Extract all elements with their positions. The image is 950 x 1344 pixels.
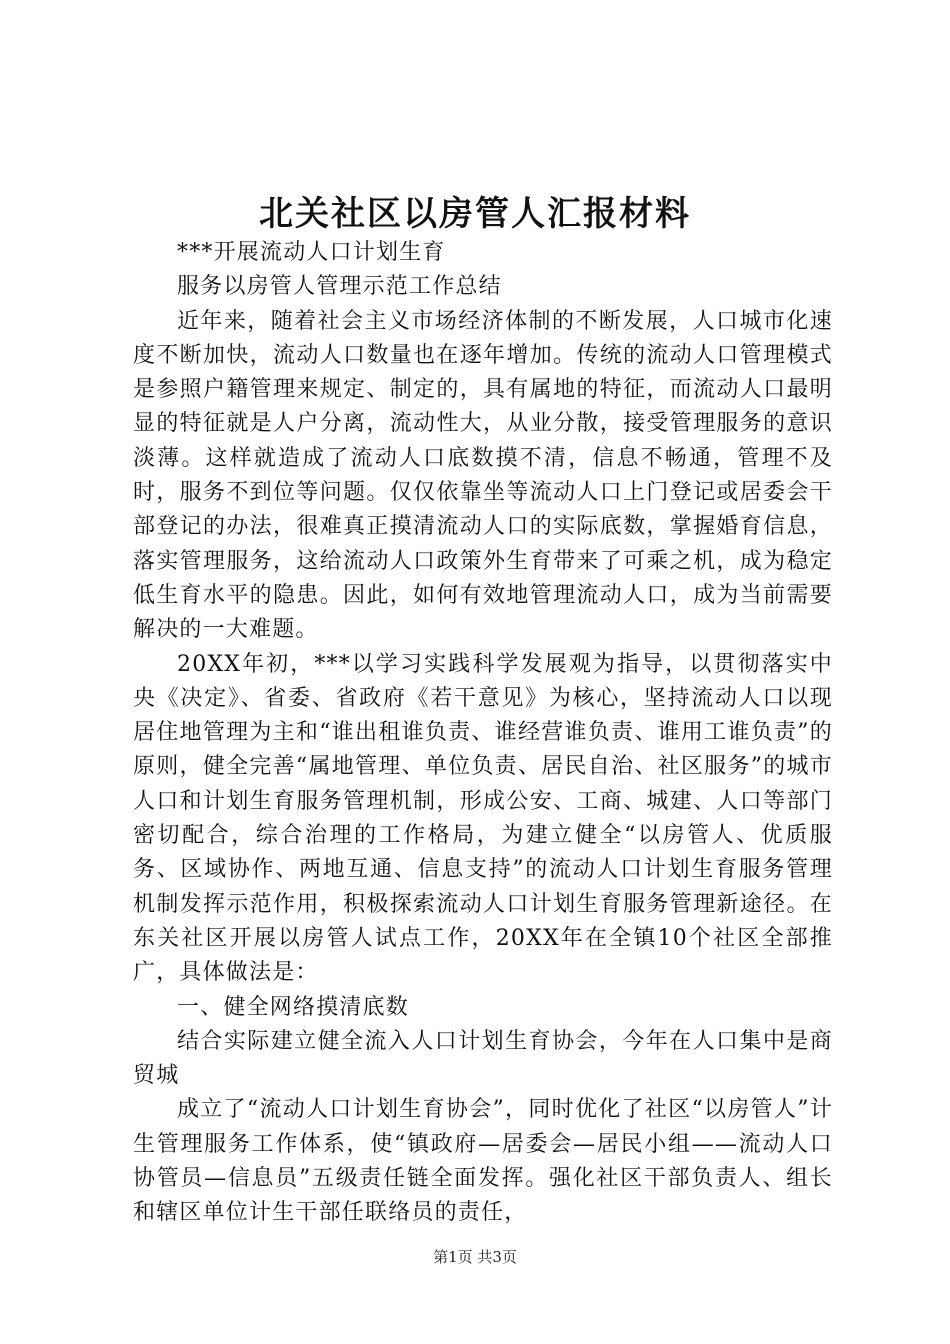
paragraph-subtitle-line-1: ***开展流动人口计划生育	[177, 240, 446, 265]
paragraph-overview: 20XX年初，***以学习实践科学发展观为指导，以贯彻落实中央《决定》、省委、省政府《若干意见》为核心，坚持流动人口以现居住地管理为主和“谁出租谁负责、谁经营谁负责、谁用工谁负责”的原则，健全完善“属地管理、单位负责、居民自治、社区服务”的城市人口和计划生育服务管理机制，形成公安、工商、城建、人口等部门密切配合，综合治理的工作格局，为建立健全“以房管人、优质服务、区域协作、两地互通、信息支持”的流动人口计划生育服务管理机制发挥示范作用，积极探索流动人口计划生育服务管理新途径。在东关社区开展以房管人试点工作，20XX年在全镇10个社区全部推广，具体做法是：	[133, 651, 833, 986]
paragraph-section-1-intro: 结合实际建立健全流入人口计划生育协会，今年在人口集中是商贸城	[133, 1028, 833, 1089]
section-heading-1: 一、健全网络摸清底数	[177, 994, 410, 1020]
document-body	[133, 236, 833, 1231]
paragraph-section-1-detail: 成立了“流动人口计划生育协会”，同时优化了社区“以房管人”计生管理服务工作体系，使“镇政府—居委会—居民小组——流动人口协管员—信息员”五级责任链全面发挥。强化社区干部负责人、组长和辖区单位计生干部任联络员的责任，	[133, 1097, 833, 1226]
document-title: 北关社区以房管人汇报材料	[259, 194, 691, 234]
paragraph-subtitle-line-2: 服务以房管人管理示范工作总结	[177, 274, 502, 300]
page-footer: 第1页 共3页	[433, 1248, 517, 1266]
paragraph-background: 近年来，随着社会主义市场经济体制的不断发展，人口城市化速度不断加快，流动人口数量也在逐年增加。传统的流动人口管理模式是参照户籍管理来规定、制定的，具有属地的特征，而流动人口最明显的特征就是人户分离，流动性大，从业分散，接受管理服务的意识淡薄。这样就造成了流动人口底数摸不清，信息不畅通，管理不及时，服务不到位等问题。仅仅依靠坐等流动人口上门登记或居委会干部登记的办法，很难真正摸清流动人口的实际底数，掌握婚育信息，落实管理服务，这给流动人口政策外生育带来了可乘之机，成为稳定低生育水平的隐患。因此，如何有效地管理流动人口，成为当前需要解决的一大难题。	[133, 308, 833, 643]
